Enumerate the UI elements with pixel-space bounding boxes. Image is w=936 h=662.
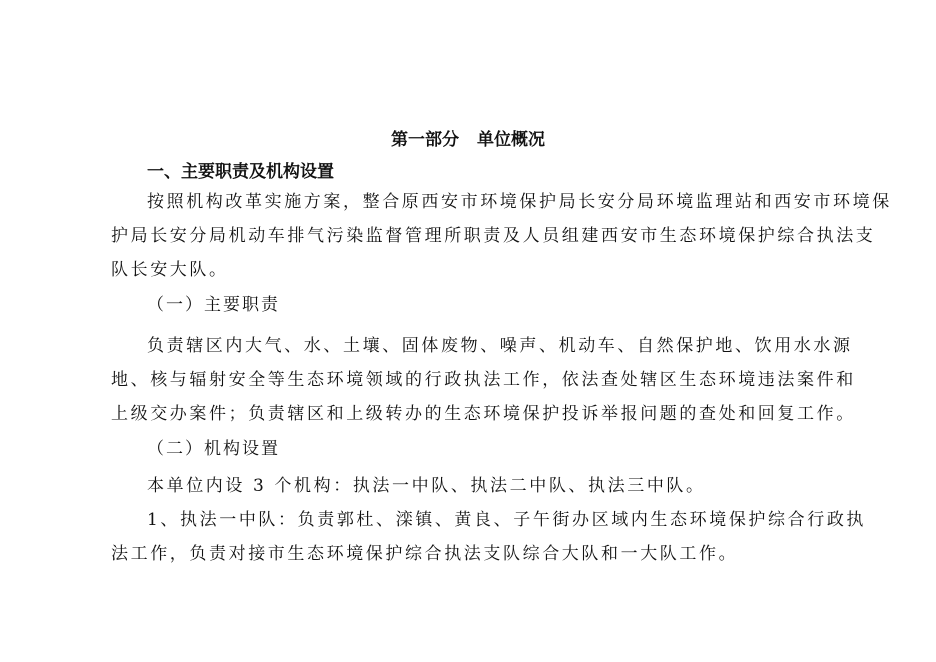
subsection-heading-organization: （二）机构设置 bbox=[147, 439, 280, 459]
part-title-text: 单位概况 bbox=[477, 130, 545, 150]
part-title-number: 第一部分 bbox=[391, 130, 459, 150]
team-1-line-1: 1、执法一中队：负责郭杜、滦镇、黄良、子午街办区域内生态环境保护综合行政执 bbox=[147, 510, 867, 530]
part-title bbox=[0, 130, 936, 150]
duties-paragraph-line-3: 上级交办案件；负责辖区和上级转办的生态环境保护投诉举报问题的查处和回复工作。 bbox=[111, 404, 856, 424]
duties-paragraph-line-2: 地、核与辐射安全等生态环境领域的行政执法工作，依法查处辖区生态环境违法案件和 bbox=[111, 370, 856, 390]
team-1-line-2: 法工作，负责对接市生态环境保护综合执法支队综合大队和一大队工作。 bbox=[111, 544, 739, 564]
organization-summary: 本单位内设 3 个机构：执法一中队、执法二中队、执法三中队。 bbox=[147, 476, 706, 496]
intro-paragraph-line-2: 护局长安分局机动车排气污染监督管理所职责及人员组建西安市生态环境保护综合执法支 bbox=[111, 226, 876, 246]
intro-paragraph-line-3: 队长安大队。 bbox=[111, 260, 229, 280]
subsection-heading-main-duties: （一）主要职责 bbox=[147, 295, 280, 315]
intro-paragraph-line-1: 按照机构改革实施方案，整合原西安市环境保护局长安分局环境监理站和西安市环境保 bbox=[147, 192, 892, 212]
duties-paragraph-line-1: 负责辖区内大气、水、土壤、固体废物、噪声、机动车、自然保护地、饮用水水源 bbox=[147, 336, 853, 356]
section-heading: 一、主要职责及机构设置 bbox=[147, 162, 334, 182]
